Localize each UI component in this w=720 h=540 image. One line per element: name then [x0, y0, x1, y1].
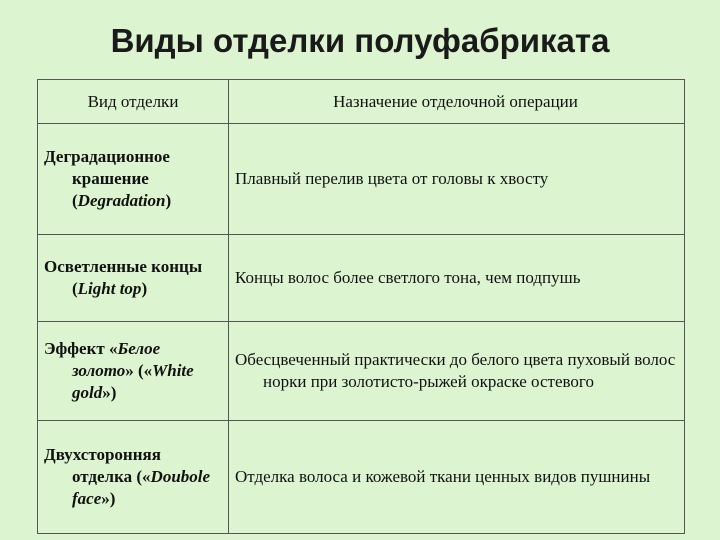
purpose-cell	[229, 124, 685, 235]
table-header-row	[38, 80, 685, 124]
finish-type-cell	[38, 322, 229, 421]
finish-type-name: Эффект «	[44, 339, 118, 358]
finish-type-russian: Белое золото	[72, 339, 161, 380]
purpose-text: Плавный перелив цвета от головы к хвосту	[235, 169, 549, 188]
finish-type-cell	[38, 235, 229, 322]
finish-type-name: Двухсторонняя отделка	[44, 445, 161, 486]
page-title: Виды отделки полуфабриката	[110, 22, 610, 59]
purpose-text: Отделка волоса и кожевой ткани ценных видов пушнины	[235, 467, 651, 486]
paren-open: (	[72, 279, 78, 298]
paren-close: )	[165, 191, 172, 210]
table-row	[38, 421, 685, 534]
purpose-cell	[229, 235, 685, 322]
paren-open: («	[132, 467, 151, 486]
finish-type-english: Doubole face	[72, 467, 211, 508]
table-row	[38, 322, 685, 421]
finish-type-cell	[38, 421, 229, 534]
finish-type-name: Осветленные концы	[44, 257, 203, 276]
purpose-cell	[229, 421, 685, 534]
finish-type-cell	[38, 124, 229, 235]
finish-type-name: Деградационное крашение	[44, 147, 170, 188]
purpose-cell	[229, 322, 685, 421]
paren-close: »)	[101, 489, 116, 508]
paren-close: )	[141, 279, 148, 298]
quote-mid: » («	[125, 361, 153, 380]
finishing-types-table	[37, 79, 685, 534]
finish-type-english: Light top	[77, 279, 142, 298]
header-purpose: Назначение отделочной операции	[229, 80, 685, 124]
table-row	[38, 124, 685, 235]
finish-type-english: White gold	[72, 361, 194, 402]
paren-open: (	[72, 191, 78, 210]
header-finish-type: Вид отделки	[38, 80, 229, 124]
purpose-text: Концы волос более светлого тона, чем подпушь	[235, 268, 581, 287]
table-row	[38, 235, 685, 322]
paren-close: »)	[102, 383, 117, 402]
finish-type-english: Degradation	[77, 191, 166, 210]
purpose-text: Обесцвеченный практически до белого цвета пуховый волос норки при золотисто-рыжей окраске остевого	[235, 350, 676, 391]
